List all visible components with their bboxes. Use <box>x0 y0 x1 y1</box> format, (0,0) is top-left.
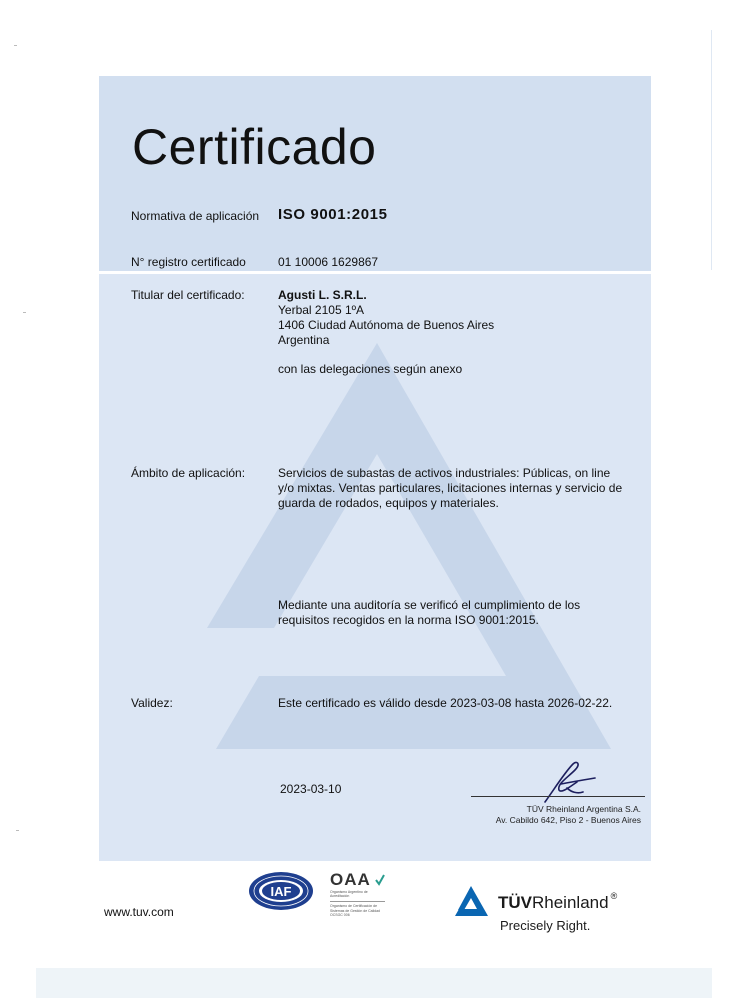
brand-rest: Rheinland <box>532 893 609 912</box>
tuv-slogan: Precisely Right. <box>500 918 591 933</box>
check-icon <box>375 874 385 886</box>
holder-label: Titular del certificado: <box>131 288 245 302</box>
norm-value: ISO 9001:2015 <box>278 206 388 223</box>
scope-label: Ámbito de aplicación: <box>131 466 246 480</box>
document-title: Certificado <box>132 119 377 175</box>
scan-mark <box>14 45 17 46</box>
issue-date: 2023-03-10 <box>280 782 342 796</box>
iaf-logo-text: IAF <box>270 884 292 899</box>
scope-line: y/o mixtas. Ventas particulares, licitaciones internas y servicio de <box>278 481 623 495</box>
norm-label: Normativa de aplicación <box>131 209 260 223</box>
address-line: Argentina <box>278 333 330 347</box>
scan-mark <box>23 312 26 313</box>
address-line: 1406 Ciudad Autónoma de Buenos Aires <box>278 318 495 332</box>
delegations-note: con las delegaciones según anexo <box>278 362 463 376</box>
address-line: Yerbal 2105 1ºA <box>278 303 365 317</box>
audit-line: Mediante una auditoría se verificó el cumplimiento de los <box>278 598 581 612</box>
registry-value: 01 10006 1629867 <box>278 255 379 269</box>
bottom-band <box>36 968 712 998</box>
tuv-brand-name <box>498 893 617 913</box>
page-edge-line <box>711 30 712 270</box>
oaa-note: Organismo de Certificación de Sistemas de Gestión de Calidad OCSGC 006 <box>330 904 380 917</box>
registered-mark: ® <box>610 891 618 901</box>
signature-line <box>471 796 645 797</box>
website-link[interactable]: www.tuv.com <box>104 905 174 919</box>
tuv-triangle-logo-icon <box>453 884 489 918</box>
handwritten-signature-icon <box>537 758 597 808</box>
audit-line: requisitos recogidos en la norma ISO 9001:2015. <box>278 613 539 627</box>
scope-line: Servicios de subastas de activos industriales: Públicas, on line <box>278 466 611 480</box>
scope-text <box>278 466 622 511</box>
iaf-accreditation-seal-icon <box>248 871 314 911</box>
holder-name: Agusti L. S.R.L. <box>278 288 367 302</box>
oaa-accreditation-logo <box>330 870 400 940</box>
audit-text <box>278 598 580 628</box>
issuer-block <box>471 804 641 826</box>
registry-label: N° registro certificado <box>131 255 246 269</box>
issuer-address: Av. Cabildo 642, Piso 2 - Buenos Aires <box>495 815 641 825</box>
holder-block <box>278 288 494 348</box>
oaa-subtext: Organismo Argentino de Acreditación <box>330 890 368 899</box>
oaa-logo-text: OAA <box>330 870 371 889</box>
issuer-name: TÜV Rheinland Argentina S.A. <box>526 804 641 814</box>
oaa-divider <box>330 901 385 902</box>
validity-value: Este certificado es válido desde 2023-03-08 hasta 2026-02-22. <box>278 696 613 710</box>
brand-bold: TÜV <box>498 893 532 912</box>
certificate-panel <box>99 76 651 861</box>
validity-label: Validez: <box>131 696 173 710</box>
scan-mark <box>16 830 19 831</box>
scope-line: guarda de rodados, equipos y materiales. <box>278 496 499 510</box>
